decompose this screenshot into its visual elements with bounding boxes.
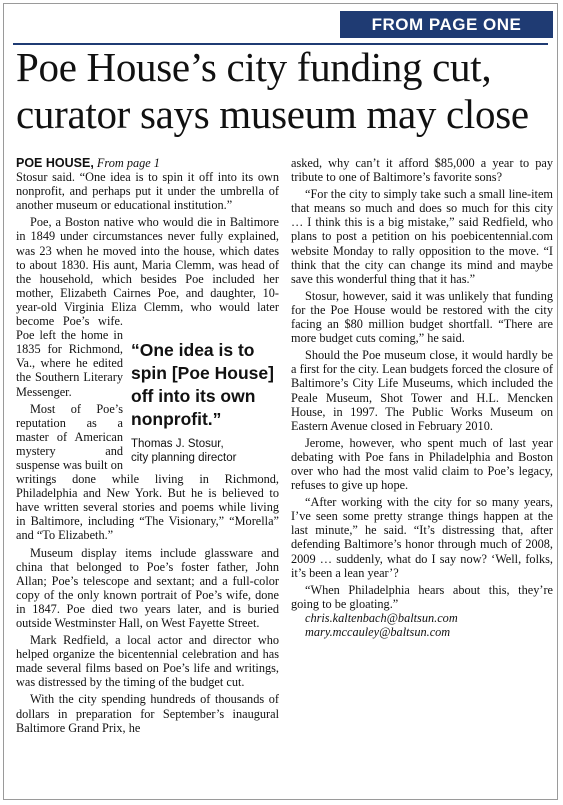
- article-paragraph: With the city spending hundreds of thousands of dollars in preparation for September’s inaugural Baltimore Grand Prix, he: [16, 692, 279, 735]
- article-paragraph: [16, 215, 279, 465]
- headline: Poe House’s city funding cut, curator says museum may close: [16, 44, 529, 137]
- pull-quote-name: Thomas J. Stosur,: [131, 438, 224, 451]
- article-column-2: [291, 156, 553, 639]
- email-link[interactable]: chris.kaltenbach@baltsun.com: [305, 610, 458, 625]
- section-banner: FROM PAGE ONE: [340, 11, 553, 38]
- newspaper-page: [3, 3, 558, 800]
- article-paragraph: Stosur, however, said it was unlikely that funding for the Poe House would be restored with the city facing an $80 million budget shortfall. “There are more budget cuts coming,” he said.: [291, 288, 553, 346]
- article-paragraph: Mark Redfield, a local actor and director who helped organize the bicentennial celebration and has made several films based on Poe’s life and writings, was distressed by the timing of the budget cut.: [16, 633, 279, 690]
- article-column-1: [16, 156, 279, 735]
- article-paragraph: Jerome, however, who spent much of last year debating with Poe fans in Philadelphia and Boston over who had the most valid claim to Poe’s legacy, refuses to give up hope.: [291, 435, 553, 493]
- article-paragraph: “For the city to simply take such a small line-item that means so much and does so much for this city … I think this is a big mistake,” said Redfield, who plans to post a petition on his poebicentennial.com website Monday to rally opposition to the move. “I think that the city can change its mind and maybe save this wonderful thing that it has.”: [291, 187, 553, 286]
- pull-quote-text: “One idea is to spin [Poe House] off into its own nonprofit.”: [131, 340, 274, 430]
- article-slug: POE HOUSE,: [16, 156, 94, 170]
- article-paragraph: Should the Poe museum close, it would hardly be a first for the city. Lean budgets forced the closure of Baltimore’s City Life Museums, which included the Peale Museum, Shot Tower and H.L. Mencken House, in 1997. The Public Works Museum on Eastern Avenue closed in February 2010.: [291, 348, 553, 433]
- paragraph-text: Poe, a Boston native who would die in Baltimore in 1849 under circumstances never fully explained, was 23 when he moved into the house, which dates to about 1830. His aunt, Maria Clemm, was head of the household, which besides Poe included her mother, Elizabeth Cairnes Poe, and daughter, 10-year-old Virginia Eliza Clemm, who would later become Poe’s wife. Poe left the home in 1835 for Richmond, Va., where he edited the Southern Literary Messenger.: [16, 215, 279, 399]
- paragraph-text: Stosur said. “One idea is to spin it off into its own nonprofit, and perhaps put it under the umbrella of another museum or educational institution.”: [16, 170, 279, 213]
- article-paragraph: asked, why can’t it afford $85,000 a year to pay tribute to one of Baltimore’s favorite sons?: [291, 156, 553, 185]
- pull-quote-attribution: [131, 437, 279, 465]
- email-link[interactable]: mary.mccauley@baltsun.com: [305, 625, 451, 639]
- article-paragraph: Museum display items include glassware and china that belonged to Poe’s foster father, John Allan; Poe’s telescope and sextant; and a full-color copy of the only known portrait of Poe’s wife, done in 1847. Poe died two years later, and is buried outside Westminster Hall, on West Fayette Street.: [16, 545, 279, 630]
- pull-quote: [131, 339, 279, 465]
- article-paragraph: “When Philadelphia hears about this, they’re going to be gloating.”: [291, 582, 553, 611]
- article-paragraph: “After working with the city for so many years, I’ve seen some pretty strange things happen at the last minute,” he said. “It’s distressing that, after defending Baltimore’s honor through much of 2008, 2009 … suddenly, what do I say now? ‘Well, folks, it’s been a lean year’?: [291, 495, 553, 580]
- pull-quote-title: city planning director: [131, 452, 237, 465]
- article-paragraph: Most of Poe’s reputation as a master of American mystery and suspense was built on writings done while living in Richmond, Philadelphia and New York. But he is believed to have written several stories and poems while living in Baltimore, including “The Visionary,” “Morella” and “To Elizabeth.”: [16, 401, 279, 543]
- article-paragraph: [16, 156, 279, 212]
- jump-line: From page 1: [96, 156, 160, 170]
